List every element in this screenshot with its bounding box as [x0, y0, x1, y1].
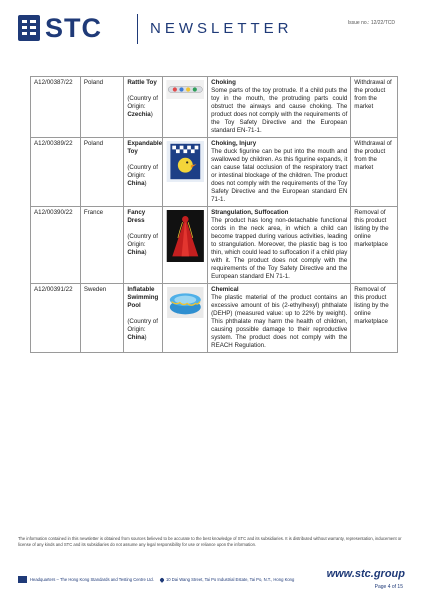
product-image-cell [162, 138, 208, 207]
country-cell: Poland [80, 77, 123, 138]
risk-type: Chemical [211, 286, 239, 293]
product-cell: Expandable Toy (Country of Origin: China) [124, 138, 162, 207]
table-row [31, 138, 398, 207]
product-name: Fancy Dress [127, 209, 146, 224]
headquarters-info [18, 576, 294, 583]
country-cell: France [80, 207, 123, 284]
risk-description: The duck figurine can be put into the mouth and swallowed by children. As this figurine expands, it can cause fatal occlusion of the respiratory tract or intestinal blockage of the children. The product does not comply with the requirements of the Toy Safety Directive and the European standard EN 71-1. [211, 148, 348, 203]
origin-country: China [127, 249, 145, 256]
ref-cell: A12/00387/22 [31, 77, 81, 138]
risk-description: Some parts of the toy protrude. If a child puts the toy in the mouth, the protruding parts could obstruct the airways and cause choking. The product does not comply with the requirements of the Toy Safety Directive and the European standard EN-71-1. [211, 87, 348, 134]
page-footer [0, 562, 425, 600]
origin-label: (Country of Origin: [127, 233, 158, 248]
risk-type: Choking [211, 79, 236, 86]
page-number: Page 4 of 15 [374, 584, 403, 590]
location-pin-icon [159, 577, 165, 583]
product-image-cell [162, 207, 208, 284]
origin-country: Czechia [127, 111, 151, 118]
recall-table [30, 76, 398, 353]
measure-cell: Removal of this product listing by the online marketplace [351, 207, 398, 284]
website-link[interactable]: www.stc.group [326, 568, 405, 580]
stc-small-logo-icon [18, 576, 27, 583]
product-name: Inflatable Swimming Pool [127, 286, 159, 309]
table-row [31, 207, 398, 284]
newsletter-title: NEWSLETTER [150, 20, 293, 37]
product-image-cell [162, 284, 208, 353]
stc-logo [18, 14, 102, 42]
product-image-cell [162, 77, 208, 138]
rattle-toy-image [166, 80, 205, 99]
risk-cell [208, 207, 351, 284]
origin-country: China [127, 334, 145, 341]
product-name: Expandable Toy [127, 140, 163, 155]
swimming-pool-image [166, 287, 205, 318]
country-cell: Sweden [80, 284, 123, 353]
disclaimer: The information contained in this newsletter is obtained from sources believed to be accurate to the best knowledge of STC and its subsidiaries. It is distributed without warranty, representation, inducement or license of any kinds and STC and its subsidiaries do not assume any legal responsibility for use or reliance upon the information. [18, 536, 402, 547]
product-cell: Inflatable Swimming Pool (Country of Origin: China) [124, 284, 162, 353]
risk-type: Strangulation, Suffocation [211, 209, 289, 216]
logo-text: STC [45, 13, 102, 43]
issue-number: Issue no.: 12/22/TCD [347, 20, 395, 26]
measure-cell: Withdrawal of the product from the market [351, 77, 398, 138]
risk-cell [208, 138, 351, 207]
ref-cell: A12/00389/22 [31, 138, 81, 207]
risk-cell [208, 284, 351, 353]
table-row [31, 77, 398, 138]
product-cell: Fancy Dress (Country of Origin: China) [124, 207, 162, 284]
origin-label: (Country of Origin: [127, 95, 158, 110]
risk-description: The product has long non-detachable functional cords in the neck area, in which a child can become trapped during various activities, leading to strangulation. Moreover, the plastic bag is too thin, which could lead to suffocation if a child play with it. The product does not comply with the requirements of the Toy Safety Directive and the European standard EN 71-1. [211, 217, 348, 280]
ref-cell: A12/00390/22 [31, 207, 81, 284]
origin-label: (Country of Origin: [127, 318, 158, 333]
risk-description: The plastic material of the product contains an excessive amount of bis (2-ethylhexyl) phthalate (DEHP) (measured value: up to 22% by weight). This phthalate may harm the health of children, causing possible damage to their reproductive system. The product does not comply with the REACH Regulation. [211, 294, 348, 349]
newsletter-header [0, 0, 425, 58]
risk-cell [208, 77, 351, 138]
ref-cell: A12/00391/22 [31, 284, 81, 353]
measure-cell: Withdrawal of the product from the market [351, 138, 398, 207]
hq-address: 10 Dai Wang Street, Tai Po Industrial Estate, Tai Po, N.T., Hong Kong [165, 577, 295, 582]
risk-type: Choking, Injury [211, 140, 257, 147]
origin-country: China [127, 180, 145, 187]
header-divider [137, 14, 138, 44]
hq-label: Headquarters – The Hong Kong Standards and Testing Centre Ltd. [30, 577, 154, 582]
measure-cell: Removal of this product listing by the online marketplace [351, 284, 398, 353]
country-cell: Poland [80, 138, 123, 207]
origin-label: (Country of Origin: [127, 164, 158, 179]
stc-logo-icon [18, 15, 40, 41]
product-name: Rattle Toy [127, 79, 157, 86]
expandable-toy-image [166, 141, 205, 182]
product-cell: Rattle Toy (Country of Origin: Czechia) [124, 77, 162, 138]
fancy-dress-image [166, 210, 205, 262]
table-row [31, 284, 398, 353]
